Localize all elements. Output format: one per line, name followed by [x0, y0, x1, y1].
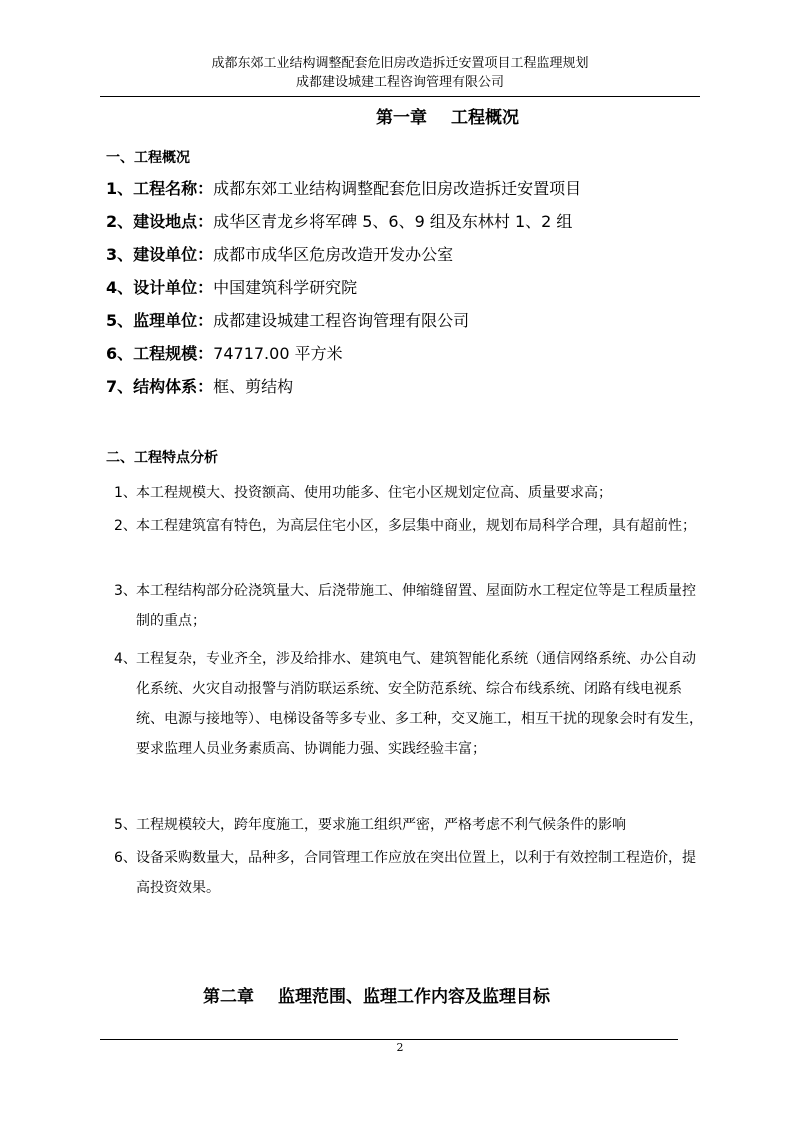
- info-item-value: 成都建设城建工程咨询管理有限公司: [213, 311, 470, 330]
- info-item-number: 3、: [106, 245, 134, 264]
- feature-number: 3、: [114, 583, 137, 599]
- section-2-heading: 二、工程特点分析: [106, 450, 218, 466]
- info-item-number: 1、: [106, 179, 134, 198]
- chapter-1-prefix: 第一章: [376, 108, 427, 128]
- feature-text: 工程规模较大，跨年度施工，要求施工组织严密，严格考虑不利气候条件的影响: [136, 817, 626, 833]
- info-item-number: 4、: [106, 278, 134, 297]
- header-project-title: 成都东郊工业结构调整配套危旧房改造拆迁安置项目工程监理规划: [211, 56, 589, 71]
- feature-item: [114, 810, 704, 840]
- footer-divider: [100, 1039, 678, 1040]
- feature-number: 5、: [114, 817, 137, 833]
- feature-item: [114, 576, 704, 636]
- info-item-label: 监理单位：: [133, 311, 214, 330]
- feature-item: [114, 843, 704, 903]
- info-item-value: 74717.00 平方米: [213, 344, 343, 363]
- feature-number: 4、: [114, 651, 137, 667]
- page-number: 2: [396, 1041, 404, 1054]
- info-item-label: 工程名称：: [133, 179, 214, 198]
- chapter-1-title: 工程概况: [451, 108, 519, 128]
- info-item-designer: [106, 277, 706, 310]
- feature-number: 6、: [114, 850, 137, 866]
- info-item-label: 建设单位：: [133, 245, 214, 264]
- feature-text: 本工程建筑富有特色，为高层住宅小区，多层集中商业，规划布局科学合理，具有超前性；: [136, 518, 696, 534]
- info-item-value: 成华区青龙乡将军碑 5、6、9 组及东林村 1、2 组: [213, 212, 573, 231]
- info-item-name: [106, 178, 706, 211]
- feature-text: 工程复杂，专业齐全，涉及给排水、建筑电气、建筑智能化系统（通信网络系统、办公自动化系统、火灾自动报警与消防联运系统、安全防范系统、综合布线系统、闭路有线电视系统、电源与接地等）、电梯设备等多专业、多工种，交叉施工，相互干扰的现象会时有发生，要求监理人员业务素质高、协调能力强、实践经验丰富；: [136, 651, 703, 757]
- feature-number: 1、: [114, 485, 137, 501]
- info-item-number: 5、: [106, 311, 134, 330]
- info-item-value: 成都市成华区危房改造开发办公室: [213, 245, 454, 264]
- feature-text: 本工程结构部分砼浇筑量大、后浇带施工、伸缩缝留置、屋面防水工程定位等是工程质量控制的重点；: [136, 583, 696, 629]
- info-item-value: 成都东郊工业结构调整配套危旧房改造拆迁安置项目: [213, 179, 582, 198]
- info-item-label: 建设地点：: [133, 212, 214, 231]
- header-divider: [100, 96, 700, 97]
- info-item-supervisor: [106, 310, 706, 343]
- feature-item: [114, 478, 704, 508]
- feature-text: 设备采购数量大，品种多，合同管理工作应放在突出位置上，以利于有效控制工程造价，提高投资效果。: [136, 850, 696, 896]
- info-item-location: [106, 211, 706, 244]
- info-item-scale: [106, 343, 706, 376]
- feature-item: [114, 644, 704, 764]
- info-item-structure: [106, 376, 706, 409]
- header-company-name: 成都建设城建工程咨询管理有限公司: [295, 75, 504, 90]
- chapter-1-heading: [376, 108, 519, 128]
- feature-item: [114, 511, 704, 541]
- info-item-number: 7、: [106, 377, 134, 396]
- info-item-owner: [106, 244, 706, 277]
- chapter-2-heading: [203, 987, 550, 1007]
- chapter-2-prefix: 第二章: [203, 987, 254, 1007]
- info-item-number: 6、: [106, 344, 134, 363]
- info-item-label: 设计单位：: [133, 278, 214, 297]
- project-info-list: [106, 178, 706, 409]
- info-item-label: 结构体系：: [133, 377, 214, 396]
- info-item-number: 2、: [106, 212, 134, 231]
- chapter-2-title: 监理范围、监理工作内容及监理目标: [278, 987, 550, 1007]
- info-item-label: 工程规模：: [133, 344, 214, 363]
- info-item-value: 框、剪结构: [213, 377, 294, 396]
- feature-text: 本工程规模大、投资额高、使用功能多、住宅小区规划定位高、质量要求高；: [136, 485, 612, 501]
- info-item-value: 中国建筑科学研究院: [213, 278, 358, 297]
- section-1-heading: 一、工程概况: [106, 150, 190, 166]
- feature-number: 2、: [114, 518, 137, 534]
